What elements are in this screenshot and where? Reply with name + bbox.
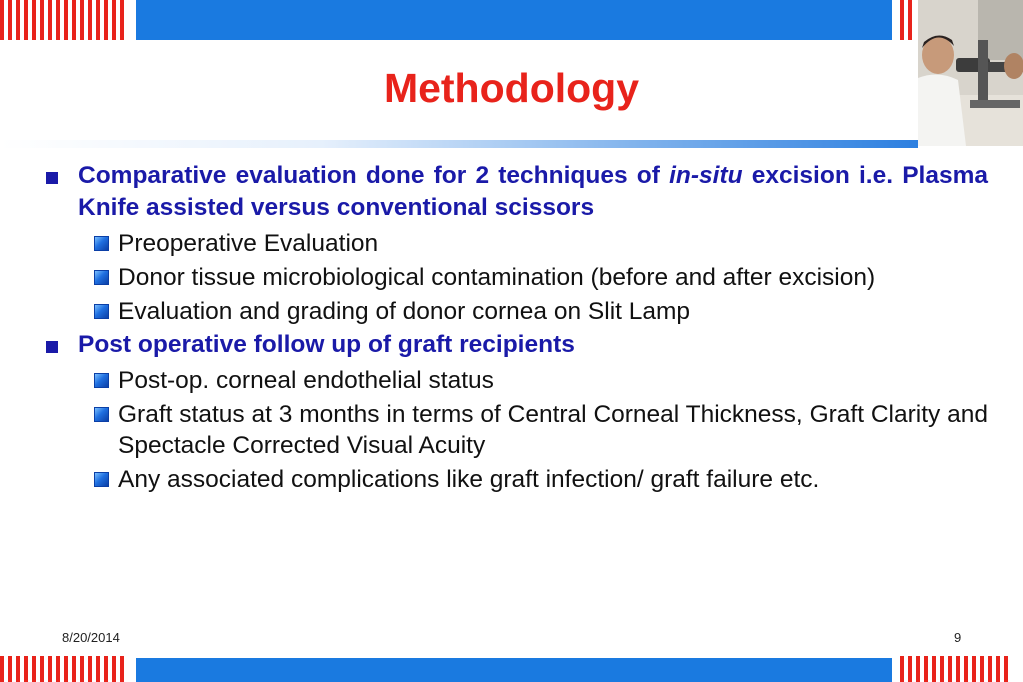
slide-content — [46, 160, 988, 495]
bottom-blue-band — [136, 658, 892, 682]
title-underline-gradient — [0, 140, 918, 148]
top-left-red-stripes — [0, 0, 128, 40]
sub-bullet-text: Donor tissue microbiological contamination (before and after excision) — [118, 264, 876, 291]
footer-page-number: 9 — [954, 630, 962, 645]
sub-bullet-slit-lamp-grading — [46, 296, 988, 327]
bullet-text: Comparative evaluation done for 2 techniques of in-situ excision i.e. Plasma Knife assisted versus conventional scissors — [78, 162, 989, 221]
sub-bullet-text: Preoperative Evaluation — [118, 230, 379, 257]
bullet-level1-comparative-evaluation — [46, 160, 988, 224]
top-right-red-stripes — [900, 0, 916, 40]
footer-date: 8/20/2014 — [62, 630, 120, 645]
blue-cube-bullet-icon — [94, 373, 109, 388]
top-blue-band — [136, 0, 892, 40]
sub-bullet-graft-status — [46, 399, 988, 461]
square-bullet-icon — [46, 341, 58, 353]
bullet-text: Post operative follow up of graft recipients — [78, 331, 575, 358]
sub-bullet-text: Graft status at 3 months in terms of Central Corneal Thickness, Graft Clarity and Spectacle Corrected Visual Acuity — [118, 401, 988, 459]
slide-title: Methodology — [383, 65, 640, 111]
sub-bullet-donor-tissue — [46, 262, 988, 293]
bottom-left-red-stripes — [0, 656, 128, 682]
sub-bullet-text: Any associated complications like graft infection/ graft failure etc. — [118, 466, 820, 493]
square-bullet-icon — [46, 172, 58, 184]
blue-cube-bullet-icon — [94, 270, 109, 285]
blue-cube-bullet-icon — [94, 304, 109, 319]
sub-bullet-preoperative-evaluation — [46, 228, 988, 259]
blue-cube-bullet-icon — [94, 472, 109, 487]
bottom-right-red-stripes — [900, 656, 1012, 682]
bullet-level1-post-operative-follow-up — [46, 329, 988, 361]
sub-bullet-complications — [46, 464, 988, 495]
sub-bullet-text: Evaluation and grading of donor cornea on Slit Lamp — [118, 298, 691, 325]
blue-cube-bullet-icon — [94, 236, 109, 251]
sub-bullet-endothelial-status — [46, 365, 988, 396]
sub-bullet-text: Post-op. corneal endothelial status — [118, 367, 494, 394]
blue-cube-bullet-icon — [94, 407, 109, 422]
